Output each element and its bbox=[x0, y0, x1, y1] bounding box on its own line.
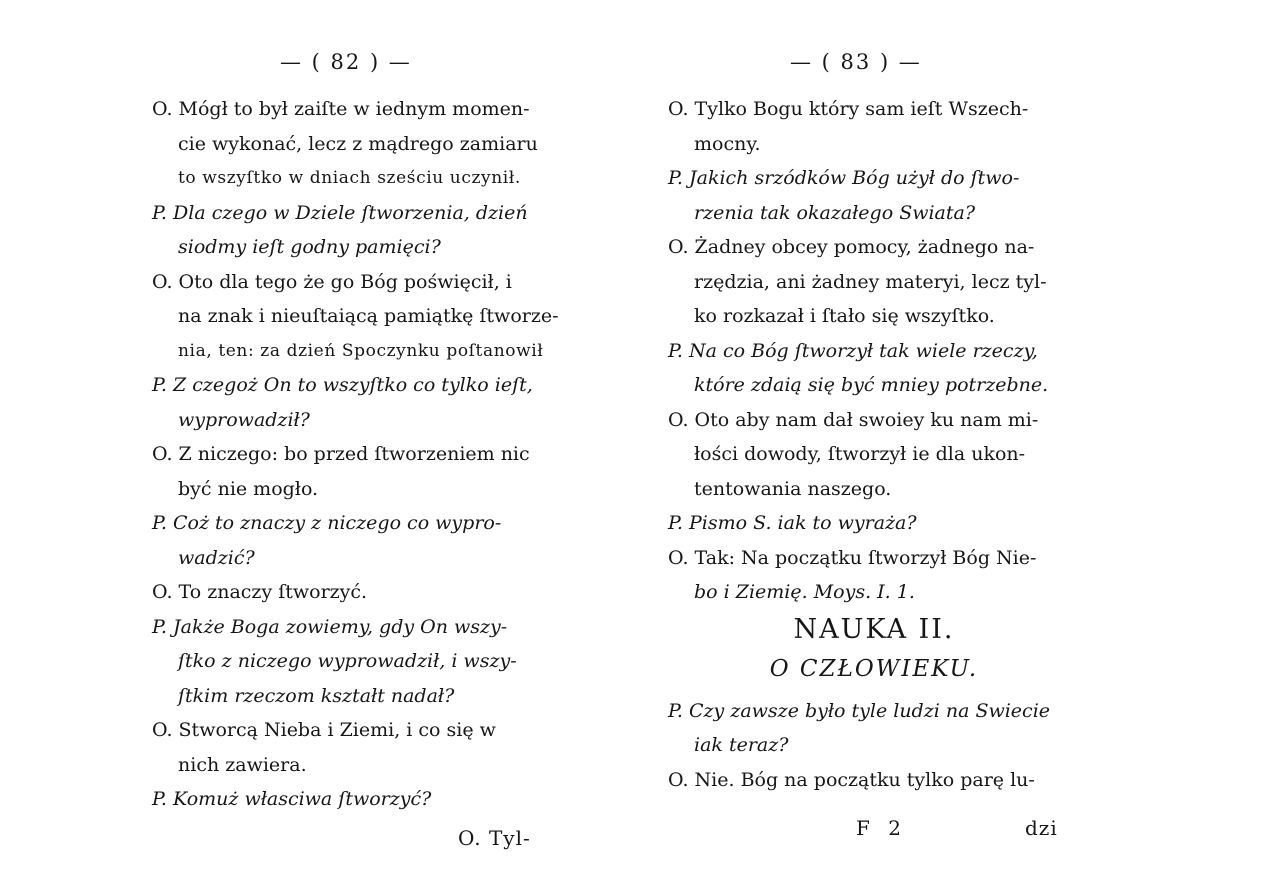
text-block-before-section bbox=[668, 92, 1100, 610]
page-header: — ( 83 ) — bbox=[790, 50, 922, 74]
question-line: rzenia tak okazałego Swiata? bbox=[694, 201, 976, 224]
answer-line: O. Tak: Na początku ſtworzył Bóg Nie- bbox=[668, 546, 1037, 569]
question-line: bo i Ziemię. Moys. I. 1. bbox=[694, 581, 915, 603]
text-block bbox=[668, 92, 1100, 797]
question-line: P. Czy zawsze było tyle ludzi na Swiecie bbox=[668, 699, 1051, 722]
right-page bbox=[660, 0, 1100, 893]
question-line: P. Jakich srzódków Bóg użył do ſtwo- bbox=[668, 167, 1020, 189]
answer-line: O. To znaczy ſtworzyć. bbox=[152, 581, 368, 603]
catchword: dzi bbox=[1025, 816, 1058, 840]
answer-line: O. Stworcą Nieba i Ziemi, i co się w bbox=[152, 719, 496, 741]
text-block bbox=[152, 92, 590, 817]
answer-line: nia, ten: za dzień Spoczynku poſtanowił bbox=[178, 340, 544, 361]
question-line: ſtkim rzeczom kształt nadał? bbox=[178, 684, 455, 707]
answer-line: łości dowody, ſtworzył ie dla ukon- bbox=[694, 443, 1026, 465]
question-line: P. Z czegoż On to wszyſtko co tylko ieſt, bbox=[152, 374, 533, 396]
answer-line: cie wykonać, lecz z mądrego zamiaru bbox=[178, 132, 538, 155]
question-line: wyprowadził? bbox=[178, 408, 310, 431]
answer-line: rzędzia, ani żadney materyi, lecz tyl- bbox=[694, 270, 1047, 293]
question-line: P. Pismo S. iak to wyraża? bbox=[668, 512, 917, 534]
answer-line: O. Tylko Bogu który sam ieſt Wszech- bbox=[668, 98, 1029, 120]
question-line: P. Dla czego w Dziele ſtworzenia, dzień bbox=[152, 201, 528, 224]
left-page bbox=[140, 0, 590, 893]
page-header: — ( 82 ) — bbox=[280, 50, 412, 74]
answer-line: tentowania naszego. bbox=[694, 477, 892, 500]
question-line: siodmy ieſt godny pamięci? bbox=[178, 236, 441, 258]
question-line: P. Jakże Boga zowiemy, gdy On wszy- bbox=[152, 615, 508, 638]
answer-line: ko rozkazał i ſtało się wszyſtko. bbox=[694, 305, 995, 327]
catchword: O. Tyl- bbox=[458, 826, 531, 850]
section-title: NAUKA II. bbox=[793, 613, 955, 645]
question-line: P. Coż to znaczy z niczego co wypro- bbox=[152, 512, 502, 534]
question-line: P. Na co Bóg ſtworzył tak wiele rzeczy, bbox=[668, 339, 1038, 362]
signature-mark: F 2 bbox=[856, 816, 907, 840]
answer-line: O. Mógł to był zaiſte w iednym momen- bbox=[152, 98, 530, 120]
answer-line: mocny. bbox=[694, 132, 761, 155]
question-line: ſtko z niczego wyprowadził, i wszy- bbox=[178, 650, 517, 672]
question-line: iak teraz? bbox=[694, 734, 789, 756]
answer-line: O. Żadney obcey pomocy, żadnego na- bbox=[668, 236, 1035, 258]
text-block-after-section bbox=[668, 694, 1100, 798]
answer-line: nich zawiera. bbox=[178, 753, 307, 776]
question-line: P. Komuż własciwa ſtworzyć? bbox=[152, 788, 432, 810]
answer-line: na znak i nieuſtaiącą pamiątkę ſtworze- bbox=[178, 305, 559, 327]
section-subtitle: O CZŁOWIEKU. bbox=[769, 655, 979, 682]
answer-line: O. Oto dla tego że go Bóg poświęcił, i bbox=[152, 270, 512, 293]
question-line: wadzić? bbox=[178, 546, 255, 569]
answer-line: O. Nie. Bóg na początku tylko parę lu- bbox=[668, 768, 1035, 791]
answer-line: to wszyſtko w dniach sześciu uczynił. bbox=[178, 168, 521, 188]
answer-line: być nie mogło. bbox=[178, 477, 319, 500]
answer-line: O. Z niczego: bo przed ſtworzeniem nic bbox=[152, 443, 530, 465]
question-line: które zdaią się być mniey potrzebne. bbox=[694, 374, 1049, 396]
answer-line: O. Oto aby nam dał swoiey ku nam mi- bbox=[668, 408, 1039, 431]
